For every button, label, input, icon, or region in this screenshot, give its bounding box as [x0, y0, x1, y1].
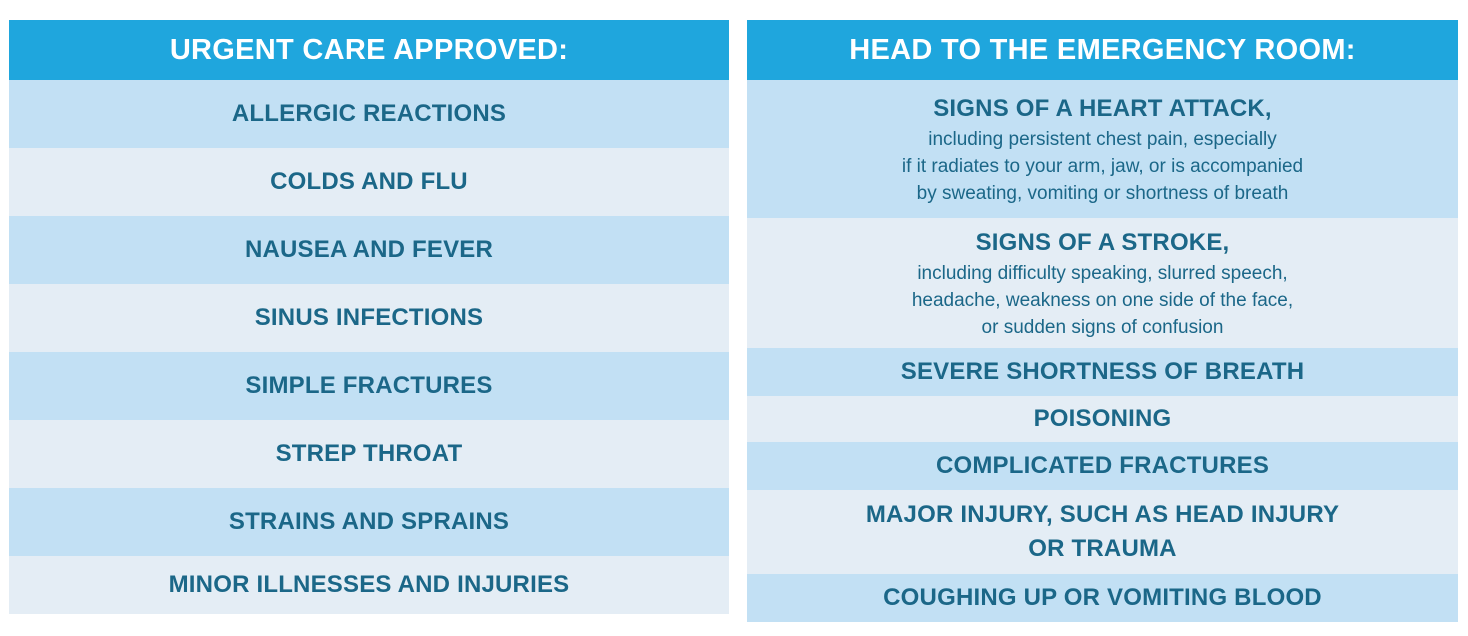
emergency-item-shortness-of-breath: [747, 348, 1458, 396]
emergency-room-header: HEAD TO THE EMERGENCY ROOM:: [747, 20, 1458, 80]
urgent-care-item: [9, 80, 729, 148]
urgent-care-item-label: ALLERGIC REACTIONS: [231, 100, 507, 127]
urgent-care-header: URGENT CARE APPROVED:: [9, 20, 729, 80]
emergency-room-panel: [747, 20, 1458, 622]
emergency-item-title: COUGHING UP OR VOMITING BLOOD: [883, 584, 1322, 611]
emergency-item-detail: or sudden signs of confusion: [981, 316, 1224, 338]
emergency-item-poisoning: [747, 396, 1458, 442]
urgent-care-panel: [9, 20, 729, 614]
urgent-care-item-label: NAUSEA AND FEVER: [244, 236, 494, 263]
emergency-item-major-injury: [747, 490, 1458, 574]
urgent-care-item: [9, 420, 729, 488]
emergency-item-detail: if it radiates to your arm, jaw, or is accompanied: [901, 155, 1304, 177]
urgent-care-item: [9, 488, 729, 556]
emergency-item-title: COMPLICATED FRACTURES: [935, 452, 1270, 479]
emergency-item-title: SIGNS OF A STROKE,: [975, 228, 1230, 256]
emergency-item-detail: including difficulty speaking, slurred speech,: [917, 262, 1288, 284]
urgent-care-item-label: STREP THROAT: [275, 440, 463, 467]
urgent-care-item: [9, 284, 729, 352]
urgent-care-item-label: STRAINS AND SPRAINS: [228, 508, 510, 535]
emergency-item-title: SIGNS OF A HEART ATTACK,: [933, 94, 1272, 122]
urgent-care-item: [9, 148, 729, 216]
emergency-item-detail: including persistent chest pain, especially: [928, 128, 1277, 150]
urgent-care-item-label: SINUS INFECTIONS: [254, 304, 484, 331]
emergency-item-coughing-blood: [747, 574, 1458, 622]
emergency-item-title: MAJOR INJURY, SUCH AS HEAD INJURY: [865, 501, 1340, 528]
emergency-item-stroke: [747, 218, 1458, 348]
emergency-item-title: SEVERE SHORTNESS OF BREATH: [900, 358, 1305, 385]
emergency-item-detail: by sweating, vomiting or shortness of breath: [916, 182, 1289, 204]
urgent-care-item: [9, 216, 729, 284]
urgent-care-item: [9, 352, 729, 420]
urgent-care-item-label: COLDS AND FLU: [270, 168, 468, 195]
emergency-item-complicated-fractures: [747, 442, 1458, 490]
urgent-care-item-label: MINOR ILLNESSES AND INJURIES: [168, 571, 570, 598]
urgent-care-item: [9, 556, 729, 614]
urgent-care-item-label: SIMPLE FRACTURES: [245, 372, 493, 399]
emergency-item-heart-attack: [747, 80, 1458, 218]
emergency-item-detail: headache, weakness on one side of the face,: [911, 289, 1294, 311]
emergency-item-title: OR TRAUMA: [1028, 535, 1177, 562]
emergency-item-title: POISONING: [1033, 405, 1172, 432]
